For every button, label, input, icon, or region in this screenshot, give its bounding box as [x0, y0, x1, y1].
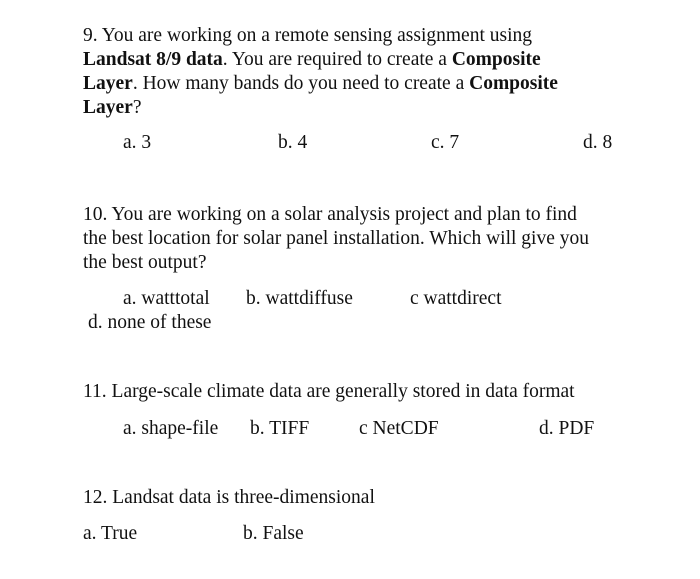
question-9-option-a[interactable]: a. 3 — [123, 132, 152, 153]
question-10-option-a[interactable]: a. watttotal — [123, 288, 210, 309]
question-11-option-b[interactable]: b. TIFF — [250, 418, 310, 439]
question-11-option-d[interactable]: d. PDF — [539, 418, 595, 439]
question-10-option-b[interactable]: b. wattdiffuse — [246, 288, 353, 309]
question-10-option-d[interactable]: d. none of these — [88, 312, 212, 333]
question-9-stem-line-4: Layer? — [83, 97, 142, 118]
question-12-stem-line-1: 12. Landsat data is three-dimensional — [83, 487, 375, 508]
question-9-stem-line-2: Landsat 8/9 data. You are required to create a Composite — [83, 49, 541, 70]
question-9-option-b[interactable]: b. 4 — [278, 132, 308, 153]
question-10-stem-line-1: 10. You are working on a solar analysis project and plan to find — [83, 204, 577, 225]
question-12-option-b[interactable]: b. False — [243, 523, 304, 544]
question-11-stem-line-1: 11. Large-scale climate data are generally stored in data format — [83, 381, 575, 402]
question-11-option-a[interactable]: a. shape-file — [123, 418, 219, 439]
question-10-stem-line-2: the best location for solar panel installation. Which will give you — [83, 228, 589, 249]
question-9-option-d[interactable]: d. 8 — [583, 132, 613, 153]
question-10-stem-line-3: the best output? — [83, 252, 207, 273]
question-12-option-a[interactable]: a. True — [83, 523, 138, 544]
question-11-option-c[interactable]: c NetCDF — [359, 418, 439, 439]
question-9-stem-line-1: 9. You are working on a remote sensing assignment using — [83, 25, 532, 46]
question-10-option-c[interactable]: c wattdirect — [410, 288, 502, 309]
question-9-option-c[interactable]: c. 7 — [431, 132, 460, 153]
question-9-stem-line-3: Layer. How many bands do you need to create a Composite — [83, 73, 558, 94]
